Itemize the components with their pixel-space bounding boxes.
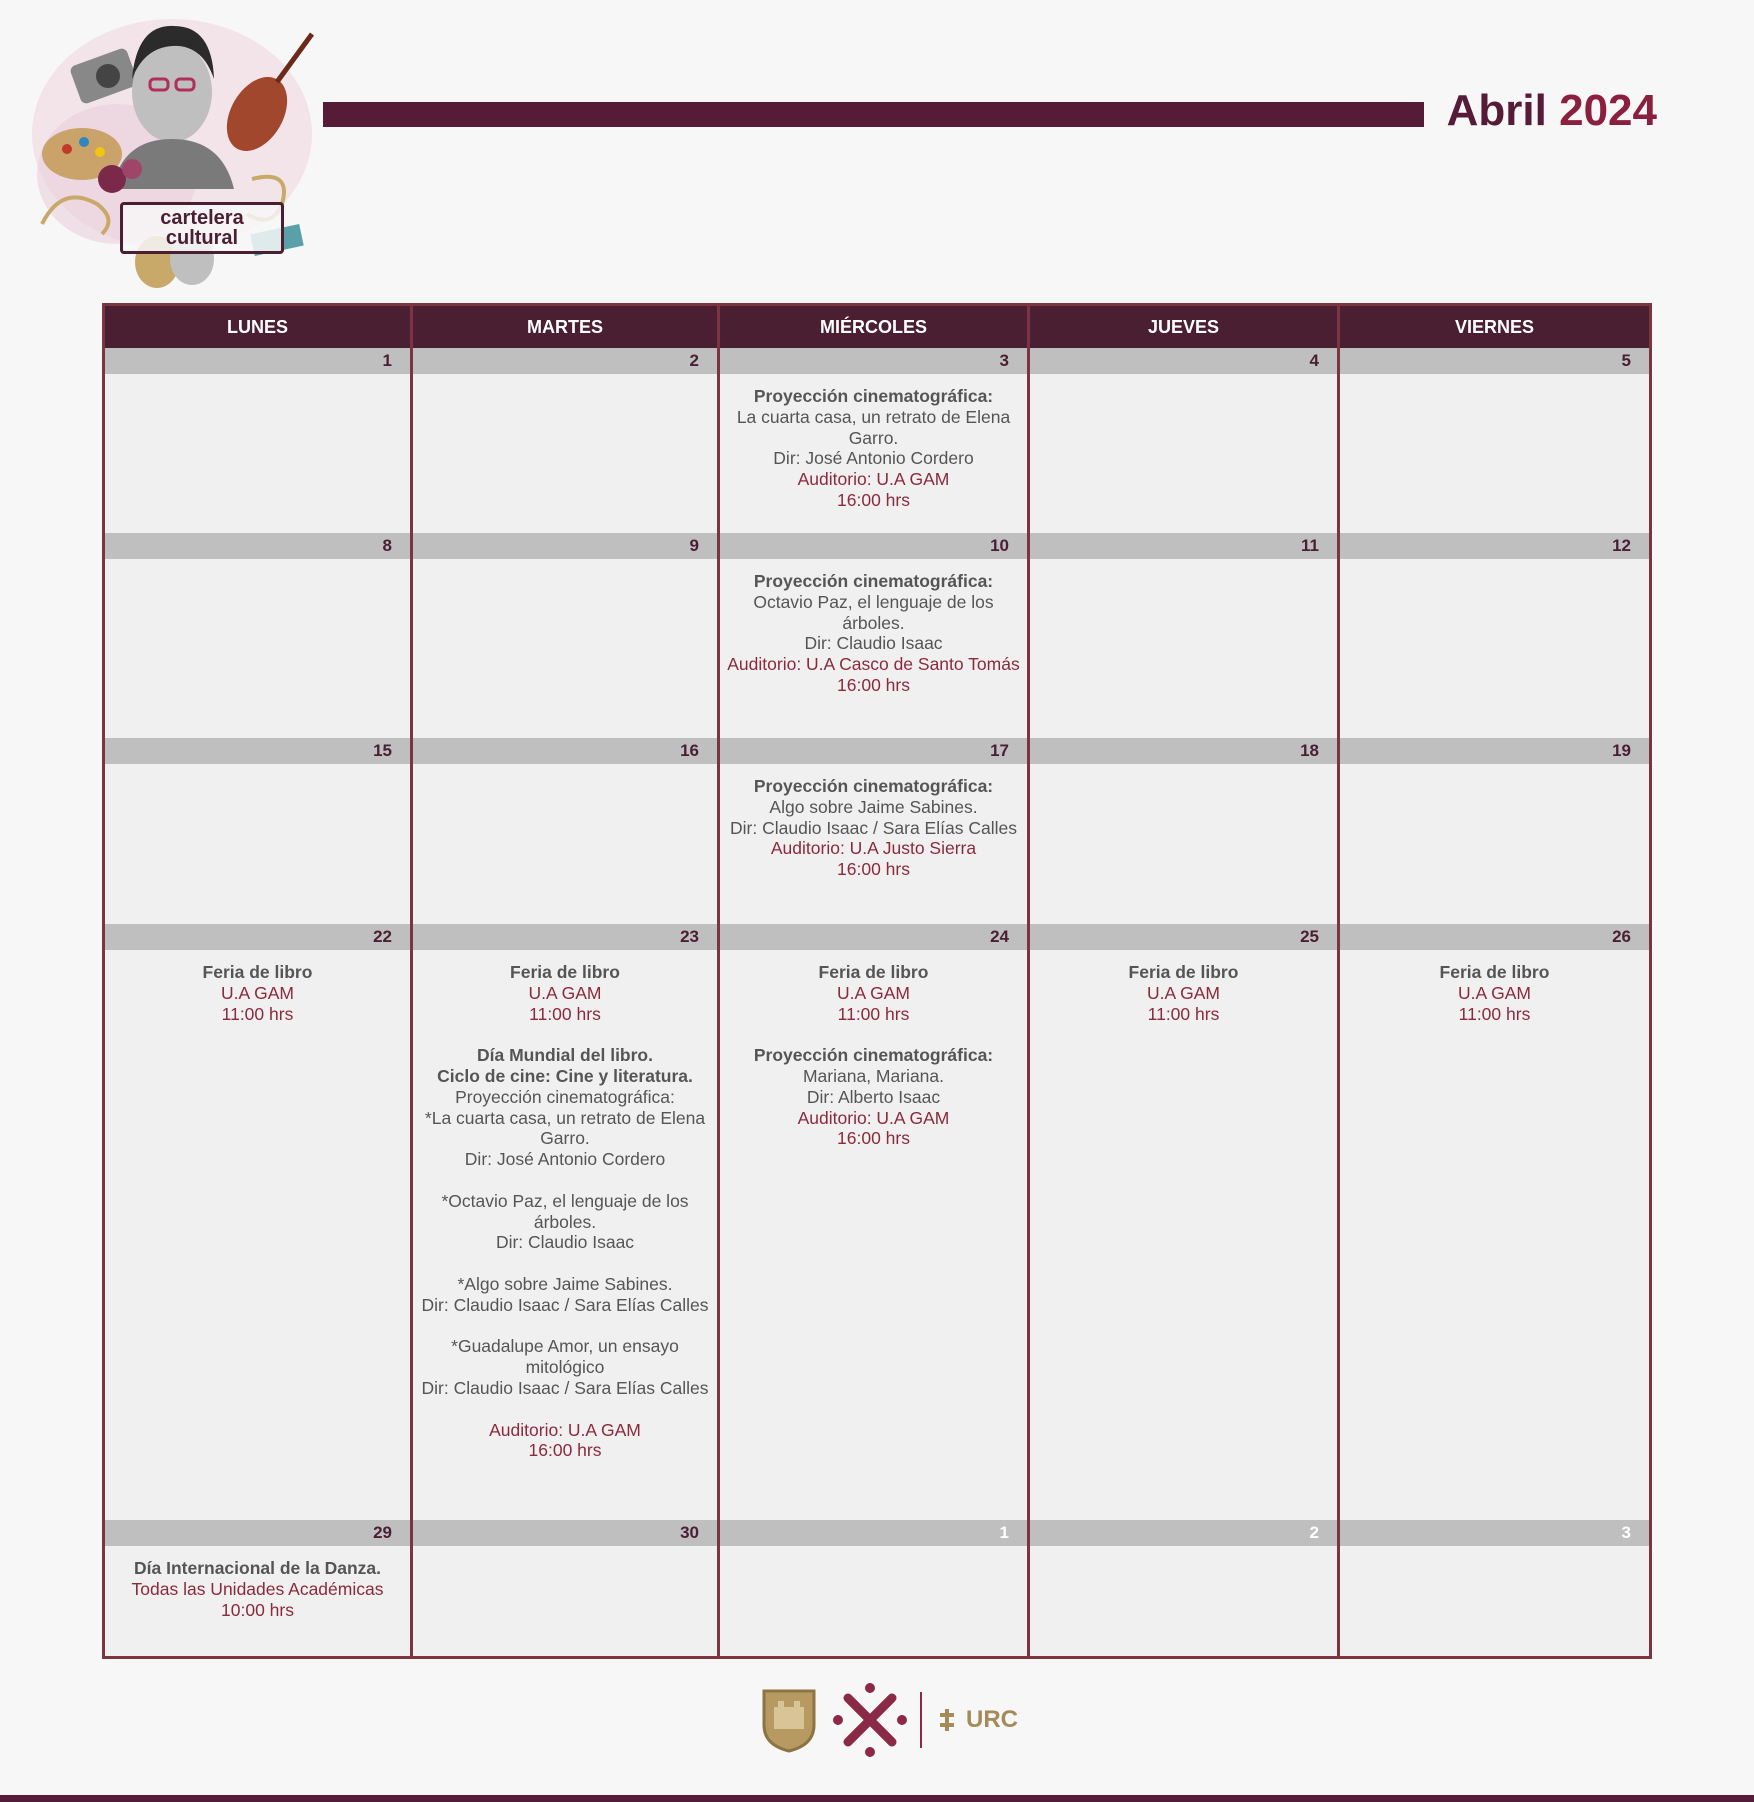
day-events bbox=[413, 559, 717, 738]
day-cell bbox=[1030, 738, 1340, 924]
event-line: 11:00 hrs bbox=[837, 1003, 910, 1024]
day-cell bbox=[1030, 924, 1340, 1520]
event-line: Feria de libro bbox=[510, 962, 620, 982]
event-line: Auditorio: U.A Justo Sierra bbox=[770, 838, 977, 859]
day-number: 4 bbox=[1030, 348, 1337, 374]
weekday-header: MARTES bbox=[413, 306, 720, 348]
day-cell bbox=[105, 533, 413, 738]
event-line: U.A GAM bbox=[528, 982, 602, 1003]
day-number: 24 bbox=[720, 924, 1027, 950]
day-number: 15 bbox=[105, 738, 410, 764]
day-cell bbox=[413, 348, 720, 533]
day-events bbox=[720, 950, 1027, 1520]
event-line: Todas las Unidades Académicas bbox=[131, 1578, 384, 1599]
day-cell bbox=[1030, 1520, 1340, 1656]
day-events bbox=[413, 764, 717, 924]
event-line: 11:00 hrs bbox=[529, 1003, 601, 1024]
event-block bbox=[105, 1558, 410, 1620]
title-bar bbox=[323, 102, 1424, 127]
footer-divider bbox=[920, 1692, 922, 1748]
day-cell bbox=[720, 738, 1030, 924]
weekday-header: LUNES bbox=[105, 306, 413, 348]
urc-icon bbox=[936, 1707, 958, 1733]
day-number: 9 bbox=[413, 533, 717, 559]
day-number: 8 bbox=[105, 533, 410, 559]
event-line: U.A GAM bbox=[1147, 982, 1220, 1003]
day-events bbox=[105, 559, 410, 738]
event-line: 16:00 hrs bbox=[837, 674, 910, 695]
day-events bbox=[720, 1546, 1027, 1656]
event-line: Dir: Alberto Isaac bbox=[806, 1086, 941, 1107]
event-line: 11:00 hrs bbox=[221, 1003, 294, 1024]
event-line: 16:00 hrs bbox=[837, 859, 910, 880]
day-events bbox=[1030, 1546, 1337, 1656]
event-line: Dir: José Antonio Cordero bbox=[773, 448, 974, 469]
event-line: Feria de libro bbox=[1439, 962, 1550, 982]
event-block bbox=[1340, 962, 1649, 1024]
event-block bbox=[720, 386, 1027, 511]
event-line: Proyección cinematográfica: bbox=[753, 776, 994, 796]
event-line: Auditorio: U.A GAM bbox=[797, 469, 950, 490]
event-line: Auditorio: U.A GAM bbox=[797, 1107, 950, 1128]
day-cell bbox=[413, 738, 720, 924]
day-cell bbox=[1340, 533, 1649, 738]
footer-logos bbox=[760, 1685, 1018, 1755]
week-row bbox=[105, 924, 1649, 1520]
event-line: Dir: Claudio Isaac / Sara Elías Calles bbox=[730, 817, 1017, 838]
day-cell bbox=[413, 1520, 720, 1656]
event-block bbox=[413, 1274, 717, 1316]
event-block bbox=[413, 1336, 717, 1398]
event-line: Día Internacional de la Danza. bbox=[133, 1558, 382, 1578]
day-events bbox=[720, 374, 1027, 533]
event-line: Ciclo de cine: Cine y literatura. bbox=[437, 1065, 693, 1086]
day-number: 29 bbox=[105, 1520, 410, 1546]
weekday-header: JUEVES bbox=[1030, 306, 1340, 348]
day-cell bbox=[105, 348, 413, 533]
event-line: Auditorio: U.A Casco de Santo Tomás bbox=[727, 654, 1020, 675]
event-line: Proyección cinematográfica: bbox=[455, 1086, 675, 1107]
event-line: Feria de libro bbox=[1128, 962, 1239, 982]
event-line: 11:00 hrs bbox=[1147, 1003, 1220, 1024]
event-block bbox=[720, 1045, 1027, 1149]
event-line: 11:00 hrs bbox=[1458, 1003, 1531, 1024]
title-month: Abril bbox=[1446, 86, 1547, 135]
day-events bbox=[1340, 950, 1649, 1520]
event-line: 16:00 hrs bbox=[837, 489, 910, 510]
day-number: 26 bbox=[1340, 924, 1649, 950]
day-cell bbox=[1030, 348, 1340, 533]
page-title bbox=[1447, 82, 1657, 140]
calendar-grid bbox=[102, 303, 1652, 1659]
day-number: 30 bbox=[413, 1520, 717, 1546]
day-events bbox=[1340, 764, 1649, 924]
day-number: 25 bbox=[1030, 924, 1337, 950]
event-line: *Algo sobre Jaime Sabines. bbox=[457, 1273, 673, 1294]
event-line: 10:00 hrs bbox=[221, 1599, 294, 1620]
event-block bbox=[1030, 962, 1337, 1024]
day-cell bbox=[720, 348, 1030, 533]
event-block bbox=[720, 962, 1027, 1024]
event-line: Dir: Claudio Isaac bbox=[804, 633, 943, 654]
event-line: Dir: Claudio Isaac / Sara Elías Calles bbox=[421, 1294, 709, 1315]
event-line: *Octavio Paz, el lenguaje de los árboles. bbox=[441, 1190, 689, 1232]
day-number: 12 bbox=[1340, 533, 1649, 559]
day-events bbox=[1340, 374, 1649, 533]
day-cell bbox=[1030, 533, 1340, 738]
day-number: 17 bbox=[720, 738, 1027, 764]
day-events bbox=[1030, 559, 1337, 738]
event-line: Feria de libro bbox=[818, 962, 929, 982]
weekday-header-row bbox=[105, 306, 1649, 348]
cartelera-cultural-logo bbox=[22, 4, 332, 294]
event-block bbox=[413, 962, 717, 1024]
event-line: U.A GAM bbox=[1458, 982, 1531, 1003]
event-block bbox=[720, 776, 1027, 880]
day-events bbox=[720, 764, 1027, 924]
event-line: Proyección cinematográfica: bbox=[753, 386, 994, 406]
event-line: Dir: José Antonio Cordero bbox=[464, 1149, 666, 1170]
day-events bbox=[1030, 950, 1337, 1520]
event-line: Proyección cinematográfica: bbox=[753, 571, 994, 591]
day-events bbox=[105, 1546, 410, 1656]
event-block bbox=[105, 962, 410, 1024]
day-number: 16 bbox=[413, 738, 717, 764]
day-number: 1 bbox=[720, 1520, 1027, 1546]
week-row bbox=[105, 738, 1649, 924]
event-block bbox=[413, 1191, 717, 1253]
event-line: Dir: Claudio Isaac / Sara Elías Calles bbox=[421, 1377, 709, 1398]
event-block bbox=[413, 1045, 717, 1170]
title-year: 2024 bbox=[1559, 86, 1657, 135]
day-cell bbox=[1340, 348, 1649, 533]
weekday-header: VIERNES bbox=[1454, 316, 1535, 337]
event-line: Algo sobre Jaime Sabines. bbox=[769, 796, 978, 817]
day-cell bbox=[720, 924, 1030, 1520]
day-events bbox=[105, 950, 410, 1520]
day-cell bbox=[413, 533, 720, 738]
day-number: 22 bbox=[105, 924, 410, 950]
day-cell bbox=[413, 924, 720, 1520]
urc-label: URC bbox=[966, 1706, 1018, 1733]
day-events bbox=[1340, 1546, 1649, 1656]
coat-of-arms-icon bbox=[760, 1687, 818, 1753]
day-number: 11 bbox=[1030, 533, 1337, 559]
day-events bbox=[1030, 764, 1337, 924]
event-line: Octavio Paz, el lenguaje de los árboles. bbox=[753, 591, 994, 633]
logo-label-line2: cultural bbox=[165, 227, 239, 249]
event-line: U.A GAM bbox=[221, 982, 294, 1003]
event-line: Auditorio: U.A GAM bbox=[489, 1419, 641, 1440]
event-line: Día Mundial del libro. bbox=[477, 1045, 653, 1066]
day-cell bbox=[1340, 738, 1649, 924]
day-number: 2 bbox=[413, 348, 717, 374]
day-events bbox=[413, 374, 717, 533]
bottom-border bbox=[0, 1795, 1754, 1802]
event-line: *La cuarta casa, un retrato de Elena Garro. bbox=[424, 1107, 706, 1149]
day-events bbox=[1340, 559, 1649, 738]
week-row bbox=[105, 1520, 1649, 1656]
logo-label-line1: cartelera bbox=[160, 207, 244, 229]
event-line: 16:00 hrs bbox=[528, 1440, 602, 1461]
event-line: La cuarta casa, un retrato de Elena Garro. bbox=[736, 406, 1011, 448]
day-cell bbox=[105, 738, 413, 924]
day-events bbox=[105, 764, 410, 924]
day-number: 23 bbox=[413, 924, 717, 950]
event-block bbox=[720, 571, 1027, 696]
day-events bbox=[1030, 374, 1337, 533]
day-number: 18 bbox=[1030, 738, 1337, 764]
event-line: Proyección cinematográfica: bbox=[753, 1045, 994, 1066]
day-events bbox=[413, 950, 717, 1520]
day-number: 1 bbox=[105, 348, 410, 374]
day-events bbox=[105, 374, 410, 533]
event-line: Feria de libro bbox=[202, 962, 313, 982]
day-number: 3 bbox=[720, 348, 1027, 374]
day-cell bbox=[720, 1520, 1030, 1656]
event-block bbox=[413, 1420, 717, 1462]
day-cell bbox=[105, 924, 413, 1520]
day-events bbox=[413, 1546, 717, 1656]
week-row bbox=[105, 348, 1649, 533]
event-line: *Guadalupe Amor, un ensayo mitológico bbox=[451, 1336, 679, 1378]
day-cell bbox=[720, 533, 1030, 738]
day-events bbox=[720, 559, 1027, 738]
day-number: 5 bbox=[1340, 348, 1649, 374]
day-cell bbox=[105, 1520, 413, 1656]
logo-label bbox=[120, 202, 284, 254]
weekday-header: MIÉRCOLES bbox=[720, 306, 1030, 348]
event-line: 16:00 hrs bbox=[837, 1128, 910, 1149]
event-line: Dir: Claudio Isaac bbox=[495, 1232, 635, 1253]
day-number: 3 bbox=[1340, 1520, 1649, 1546]
week-row bbox=[105, 533, 1649, 738]
event-line: Mariana, Mariana. bbox=[802, 1065, 945, 1086]
day-cell bbox=[1340, 1520, 1649, 1656]
event-line: U.A GAM bbox=[837, 982, 910, 1003]
cdmx-logo-icon bbox=[832, 1682, 908, 1758]
day-cell bbox=[1340, 924, 1649, 1520]
day-number: 2 bbox=[1030, 1520, 1337, 1546]
day-number: 10 bbox=[720, 533, 1027, 559]
day-number: 19 bbox=[1340, 738, 1649, 764]
